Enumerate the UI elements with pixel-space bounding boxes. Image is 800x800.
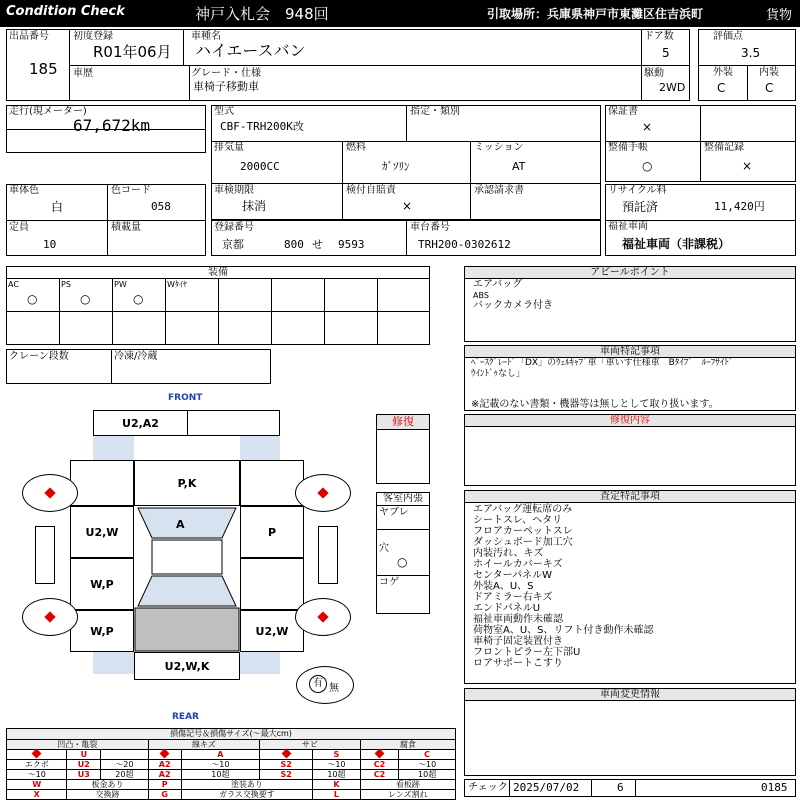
lot-number: 185 <box>29 60 58 78</box>
equip-ac-value: ○ <box>27 292 38 306</box>
vehicle-grade: 車椅子移動車 <box>193 80 259 93</box>
drive-type: 2WD <box>659 81 686 94</box>
inspection-note-line: センターパネルW <box>473 570 552 581</box>
interior-grade: C <box>765 81 774 95</box>
color-block: 車体色 白 色コード 058 定員 10 積載量 <box>6 184 206 256</box>
recycle-status: 預託済 <box>622 200 659 214</box>
inspection-note-line: フロアカーペットスレ <box>473 526 573 537</box>
exterior-grade: C <box>717 81 726 95</box>
evaluation-score: 3.5 <box>741 46 761 60</box>
mileage: 67,672km <box>73 116 151 135</box>
rear-label: REAR <box>172 712 199 722</box>
inspection-note-line: ロアサポートこすり <box>473 658 563 669</box>
vehicle-category: 貨物 <box>766 8 793 23</box>
reg-kana: せ <box>312 238 323 251</box>
equip-ps-label: PS <box>61 280 71 289</box>
wheel-front-left <box>22 474 78 512</box>
wheel-rear-left <box>22 598 78 636</box>
score-block: 評価点 3.5 外装 C 内装 C <box>698 29 796 101</box>
panel-right-rear: U2,W <box>240 610 304 652</box>
panel-left-front-door: U2,W <box>70 506 134 558</box>
maintenance-book: ○ <box>642 159 653 173</box>
welfare-vehicle: 福祉車両（非課税） <box>622 237 731 251</box>
vehicle-info-block: 出品番号 185 初度登録 R01年06月 車種名 ハイエースバン 車歴 グレード・仕様 車椅子移動車 ドア数 5 駆動 2WD <box>6 29 690 101</box>
equip-ac-label: AC <box>8 280 19 289</box>
displacement: 2000CC <box>240 160 280 173</box>
transmission: AT <box>512 160 526 173</box>
reg-region: 京都 <box>222 238 244 251</box>
header-title: Condition Check <box>6 4 125 19</box>
special-line: ｳｲﾝﾄﾞｩなし」 <box>471 369 526 379</box>
inspection-note-line: 内装汚れ、キズ <box>473 548 544 559</box>
legend-title: 損傷記号＆損傷サイズ(〜最大cm) <box>6 728 456 739</box>
panel-right-middle <box>240 558 304 610</box>
damage-diagram <box>0 390 372 720</box>
warranty: × <box>642 120 653 134</box>
recycle-block: リサイクル料 預託済 11,420円 福祉車両 福祉車両（非課税） <box>605 184 796 256</box>
color-code: 058 <box>151 200 171 213</box>
reg-class: 800 <box>284 238 304 251</box>
front-label: FRONT <box>168 393 203 403</box>
header-bar <box>0 0 800 27</box>
maintenance-record: × <box>742 159 753 173</box>
first-registration: R01年06月 <box>93 43 172 61</box>
chassis-number: TRH200-0302612 <box>418 238 511 251</box>
body-color: 白 <box>51 200 64 214</box>
special-notes: 車両特記事項 ﾍﾞｰｽｸﾞﾚｰﾄﾞ「DX」のｳｪﾙｷｬﾌﾞ車「車いす仕様車 Bﾀｲﾌﾟ ﾙｰﾌｻｲﾄﾞ ｳｲﾝﾄﾞｩなし」 ※記載のない書類・機器等は無しとして取り扱います。 <box>464 345 796 411</box>
check-label: チェック <box>468 782 508 793</box>
spare-mark: 有 <box>309 675 327 693</box>
fuel-type: ｶﾞｿﾘﾝ <box>382 160 410 173</box>
check-code: 0185 <box>761 781 788 794</box>
panel-front-bumper: U2,A2 <box>93 410 188 436</box>
inspection-note-line: ドアミラー右キズ <box>473 592 553 603</box>
cabin-lining: 客室内張 ヤブレ 穴 ○ コゲ <box>376 492 430 614</box>
inspection-notes-list <box>473 504 654 669</box>
inspection-expiry: 抹消 <box>242 199 267 213</box>
panel-rear: U2,W,K <box>134 652 240 680</box>
auction-name: 神戸入札会 948回 <box>195 5 329 23</box>
wheel-front-right <box>295 474 351 512</box>
check-number: 6 <box>617 781 624 794</box>
panel-right-front-door: P <box>240 506 304 558</box>
inspection-note-line: エアバッグ運転席のみ <box>473 504 573 515</box>
cabin-hole-value: ○ <box>397 555 408 569</box>
panel-right-fender <box>240 460 304 506</box>
panel-front-bumper-right <box>187 410 280 436</box>
inspection-note-line: 荷物室A、U、S、リフト付き動作未確認 <box>473 625 654 636</box>
freezer-block: 冷凍/冷蔵 <box>111 349 271 384</box>
right-mirror <box>318 526 338 584</box>
legend-table: 凹凸・亀裂 線キズ サビ 腐食 U A S C エクボ U2 〜20 A2 〜10 S2 〜10 C2 〜10 〜10 U3 20超 A2 10超 S2 10超 C2 10超 W 板金あり P 塗装あり K 看板跡 X 交換跡 G ガラス交換要す L レンズ割れ <box>6 739 456 800</box>
roof-area <box>134 506 240 652</box>
crane-block: クレーン段数 <box>6 349 112 384</box>
panel-left-rear-door: W,P <box>70 558 134 610</box>
inspection-note-line: エンドパネルU <box>473 603 541 614</box>
panel-hood: P,K <box>134 460 240 506</box>
check-footer <box>464 779 796 797</box>
repair-content: 修復内容 <box>464 414 796 486</box>
equip-wtire-label: Wﾀｲﾔ <box>167 280 187 289</box>
pickup-location: 引取場所：兵庫県神戸市東灘区住吉浜町 <box>487 7 704 21</box>
repair-box: 修復 <box>376 414 430 484</box>
left-mirror <box>35 526 55 584</box>
panel-left-fender <box>70 460 134 506</box>
change-info: 車両変更情報 <box>464 688 796 776</box>
mileage-block: 走行(現メーター) 67,672km <box>6 105 206 153</box>
appeal-line: エアバッグ <box>473 279 523 290</box>
check-date: 2025/07/02 <box>513 781 580 794</box>
door-count: 5 <box>662 46 670 60</box>
inspection-note-line: 外装A、U、S <box>473 581 534 592</box>
inspection-notes: 査定特記事項 エアバッグ運転席のみ シートスレ、ヘタリ フロアカーペットスレ ダッシュボード加工穴 内装汚れ、キズ ホイールカバーキズ センターパネルW 外装A、U、S ドアミラー右キズ エンドパネルU 福祉車両動作未確認 荷物室A、U、S、リフト付き動作未確認 車椅子固定装置付き フロントピラー左下部U ロアサポートこすり <box>464 490 796 684</box>
inspection-note-line: シートスレ、ヘタリ <box>473 515 563 526</box>
model-code: CBF-TRH200K改 <box>220 120 304 133</box>
equip-pw-value: ○ <box>133 292 144 306</box>
inspection-note-line: フロントピラー左下部U <box>473 647 581 658</box>
panel-roof: A <box>176 518 185 531</box>
insurance-status: × <box>402 199 413 213</box>
capacity: 10 <box>43 238 57 251</box>
inspection-note-line: 車椅子固定装置付き <box>473 636 563 647</box>
equip-pw-label: PW <box>114 280 127 289</box>
spare-tire <box>296 666 354 704</box>
reg-number: 9593 <box>338 238 365 251</box>
vehicle-name: ハイエースバン <box>195 41 306 60</box>
spare-label: 無 <box>329 683 339 694</box>
wheel-rear-right <box>295 598 351 636</box>
appeal-points: アピールポイント エアバッグ ABS バックカメラ付き <box>464 266 796 342</box>
equip-ps-value: ○ <box>80 292 91 306</box>
inspection-note-line: ダッシュボード加工穴 <box>473 537 573 548</box>
equipment-block: 装備 AC ○ PS ○ PW ○ Wﾀｲﾔ <box>6 266 430 345</box>
appeal-line: ABS <box>473 291 489 300</box>
recycle-fee: 11,420円 <box>714 200 765 213</box>
inspection-note-line: ホイールカバーキズ <box>473 559 563 570</box>
special-note: ※記載のない書類・機器等は無しとして取り扱います。 <box>471 399 719 410</box>
special-line: ﾍﾞｰｽｸﾞﾚｰﾄﾞ「DX」のｳｪﾙｷｬﾌﾞ車「車いす仕様車 Bﾀｲﾌﾟ ﾙｰﾌｻｲﾄﾞ <box>471 358 734 368</box>
damage-legend <box>6 728 456 799</box>
panel-left-rear-quarter: W,P <box>70 610 134 652</box>
registration-block: 登録番号 京都 800 せ 9593 車台番号 TRH200-0302612 <box>211 220 601 256</box>
appeal-line: バックカメラ付き <box>473 300 553 311</box>
spec-block: 型式 CBF-TRH200K改 指定・類別 排気量 2000CC 燃料 ｶﾞｿﾘﾝ ミッション AT 車検期限 抹消 検付自賠責 × 承認請求書 <box>211 105 601 222</box>
inspection-note-line: 福祉車両動作未確認 <box>473 614 563 625</box>
maintenance-block: 保証書 × 整備手帳 ○ 整備記録 × <box>605 105 796 182</box>
